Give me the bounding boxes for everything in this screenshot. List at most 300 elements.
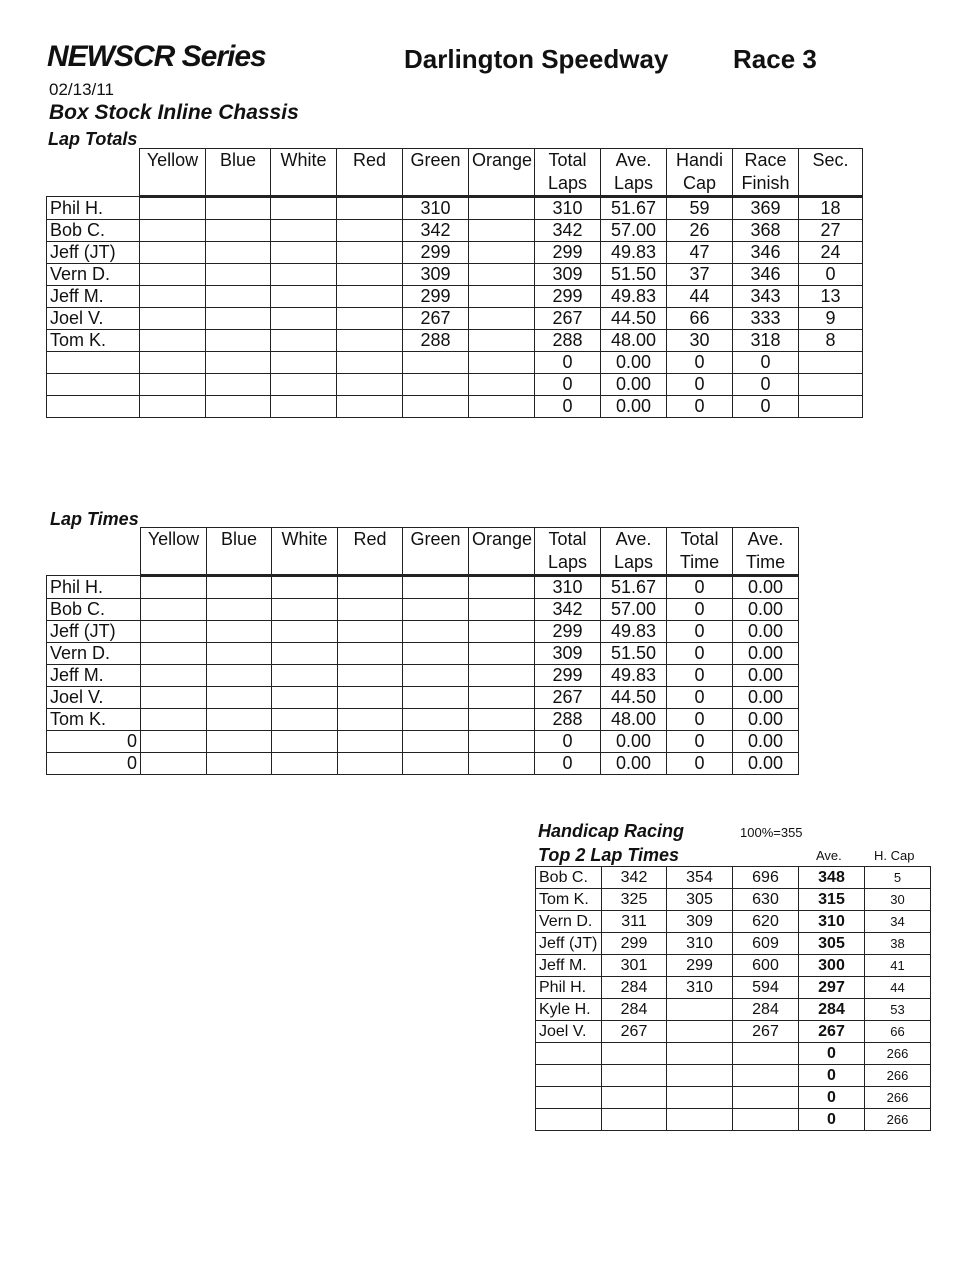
driver-name: Vern D. — [536, 911, 602, 933]
lap-times-table — [46, 527, 799, 775]
table-cell: 49.83 — [601, 242, 667, 264]
table-cell: 0 — [667, 753, 733, 775]
handicap-table — [535, 866, 931, 1131]
handicap-cell: 34 — [865, 911, 931, 933]
column-header: White — [271, 149, 337, 197]
table-cell: 59 — [667, 197, 733, 220]
percent-note: 100%=355 — [740, 825, 803, 840]
column-header: Ave. Time — [733, 528, 799, 576]
table-cell — [337, 374, 403, 396]
table-cell — [469, 753, 535, 775]
table-cell: 51.67 — [601, 197, 667, 220]
table-cell: 0.00 — [601, 753, 667, 775]
table-cell: 49.83 — [601, 621, 667, 643]
table-cell: 299 — [535, 665, 601, 687]
table-cell — [206, 374, 271, 396]
driver-name: Vern D. — [47, 264, 140, 286]
table-cell — [206, 330, 271, 352]
table-row — [536, 867, 931, 889]
table-row — [536, 955, 931, 977]
table-cell — [140, 396, 206, 418]
table-cell: 0 — [667, 643, 733, 665]
table-row — [47, 374, 863, 396]
table-cell: 299 — [535, 286, 601, 308]
driver-name — [536, 1043, 602, 1065]
column-header: Handi Cap — [667, 149, 733, 197]
table-cell — [469, 665, 535, 687]
table-cell: 8 — [799, 330, 863, 352]
table-row — [47, 220, 863, 242]
table-cell: 0 — [667, 599, 733, 621]
driver-name — [47, 396, 140, 418]
table-cell — [337, 264, 403, 286]
table-row — [47, 709, 799, 731]
table-row — [47, 753, 799, 775]
table-cell: 288 — [403, 330, 469, 352]
table-cell: 18 — [799, 197, 863, 220]
handicap-cell: 266 — [865, 1043, 931, 1065]
table-cell: 0 — [667, 687, 733, 709]
table-row — [47, 330, 863, 352]
table-cell — [469, 687, 535, 709]
table-cell — [338, 621, 403, 643]
table-cell — [469, 643, 535, 665]
column-header: Total Laps — [535, 528, 601, 576]
table-cell — [272, 621, 338, 643]
header-row — [47, 528, 799, 576]
column-header: Blue — [206, 149, 271, 197]
table-cell — [206, 308, 271, 330]
table-cell — [799, 352, 863, 374]
table-cell: 0 — [667, 396, 733, 418]
table-cell: 354 — [667, 867, 733, 889]
table-cell — [271, 308, 337, 330]
table-cell: 48.00 — [601, 330, 667, 352]
table-cell: 284 — [733, 999, 799, 1021]
table-row — [47, 621, 799, 643]
driver-name: Tom K. — [536, 889, 602, 911]
table-cell — [271, 396, 337, 418]
table-cell: 44.50 — [601, 687, 667, 709]
table-cell — [207, 753, 272, 775]
table-row — [47, 286, 863, 308]
column-header: Total Laps — [535, 149, 601, 197]
table-cell — [338, 687, 403, 709]
column-header: Sec. — [799, 149, 863, 197]
table-cell — [140, 352, 206, 374]
corner-cell — [47, 149, 140, 197]
table-cell: 0.00 — [733, 576, 799, 599]
handicap-cell: 53 — [865, 999, 931, 1021]
table-cell — [272, 599, 338, 621]
table-cell: 310 — [403, 197, 469, 220]
table-cell: 309 — [403, 264, 469, 286]
table-cell — [799, 374, 863, 396]
table-cell: 301 — [602, 955, 667, 977]
table-cell: 9 — [799, 308, 863, 330]
table-cell — [403, 396, 469, 418]
average-cell: 300 — [799, 955, 865, 977]
table-cell: 609 — [733, 933, 799, 955]
average-cell: 267 — [799, 1021, 865, 1043]
driver-name: Phil H. — [47, 576, 141, 599]
table-cell: 51.50 — [601, 264, 667, 286]
table-cell: 0 — [667, 665, 733, 687]
table-cell: 310 — [535, 576, 601, 599]
table-cell: 346 — [733, 242, 799, 264]
table-cell — [141, 576, 207, 599]
table-cell — [140, 264, 206, 286]
table-cell — [141, 621, 207, 643]
column-header: Ave. Laps — [601, 149, 667, 197]
table-cell — [733, 1109, 799, 1131]
table-cell — [469, 242, 535, 264]
table-cell — [403, 599, 469, 621]
table-cell — [667, 1065, 733, 1087]
column-header: Race Finish — [733, 149, 799, 197]
table-row — [536, 1065, 931, 1087]
table-cell — [338, 599, 403, 621]
table-cell: 299 — [535, 242, 601, 264]
table-cell — [272, 687, 338, 709]
table-row — [47, 687, 799, 709]
driver-name: Jeff (JT) — [47, 242, 140, 264]
table-cell — [271, 352, 337, 374]
table-row — [536, 1043, 931, 1065]
table-cell: 299 — [535, 621, 601, 643]
table-cell: 369 — [733, 197, 799, 220]
table-cell — [469, 330, 535, 352]
driver-name: Kyle H. — [536, 999, 602, 1021]
table-cell: 30 — [667, 330, 733, 352]
table-cell — [338, 709, 403, 731]
table-cell: 66 — [667, 308, 733, 330]
table-cell: 0 — [667, 621, 733, 643]
table-cell: 310 — [535, 197, 601, 220]
table-cell — [337, 308, 403, 330]
table-cell — [141, 599, 207, 621]
table-cell — [667, 1043, 733, 1065]
table-cell — [141, 753, 207, 775]
table-cell: 26 — [667, 220, 733, 242]
table-cell — [403, 731, 469, 753]
table-row — [536, 977, 931, 999]
column-header: Yellow — [140, 149, 206, 197]
average-cell: 305 — [799, 933, 865, 955]
table-cell: 342 — [602, 867, 667, 889]
table-cell — [207, 621, 272, 643]
series-title: NEWSCR Series — [47, 40, 266, 73]
race-date: 02/13/11 — [49, 80, 114, 99]
column-header: Orange — [469, 528, 535, 576]
table-cell: 310 — [667, 977, 733, 999]
driver-name: Bob C. — [536, 867, 602, 889]
table-cell — [602, 1109, 667, 1131]
driver-name: Jeff (JT) — [536, 933, 602, 955]
table-cell: 0.00 — [733, 731, 799, 753]
lap-times-title: Lap Times — [50, 509, 139, 529]
driver-name: Bob C. — [47, 599, 141, 621]
table-cell: 318 — [733, 330, 799, 352]
average-cell: 0 — [799, 1087, 865, 1109]
table-cell: 267 — [403, 308, 469, 330]
table-cell — [141, 665, 207, 687]
driver-name: Joel V. — [47, 308, 140, 330]
table-row — [47, 599, 799, 621]
table-cell — [403, 643, 469, 665]
table-cell — [206, 264, 271, 286]
venue-title: Darlington Speedway — [404, 44, 669, 74]
average-cell: 0 — [799, 1065, 865, 1087]
table-cell: 305 — [667, 889, 733, 911]
table-cell: 0 — [667, 731, 733, 753]
table-cell — [271, 242, 337, 264]
table-cell — [272, 709, 338, 731]
driver-name: Jeff (JT) — [47, 621, 141, 643]
driver-name: Bob C. — [47, 220, 140, 242]
table-cell: 27 — [799, 220, 863, 242]
driver-name: 0 — [47, 753, 141, 775]
table-cell — [207, 731, 272, 753]
table-cell: 44.50 — [601, 308, 667, 330]
driver-name — [47, 374, 140, 396]
table-cell — [469, 374, 535, 396]
table-cell — [338, 643, 403, 665]
lap-totals-table — [46, 148, 863, 418]
table-cell — [206, 396, 271, 418]
table-cell: 342 — [535, 599, 601, 621]
table-cell — [602, 1065, 667, 1087]
table-cell — [338, 576, 403, 599]
column-header: White — [272, 528, 338, 576]
table-row — [47, 242, 863, 264]
table-cell: 342 — [535, 220, 601, 242]
table-cell: 0.00 — [733, 709, 799, 731]
table-cell: 0.00 — [733, 621, 799, 643]
driver-name — [536, 1065, 602, 1087]
handicap-cell: 30 — [865, 889, 931, 911]
table-cell — [469, 352, 535, 374]
table-cell: 0.00 — [601, 396, 667, 418]
table-row — [536, 1109, 931, 1131]
table-cell — [337, 242, 403, 264]
table-row — [536, 1087, 931, 1109]
table-cell — [207, 599, 272, 621]
handicap-cell: 266 — [865, 1065, 931, 1087]
table-cell: 0 — [667, 576, 733, 599]
table-cell — [140, 242, 206, 264]
table-cell: 0.00 — [733, 665, 799, 687]
table-cell — [140, 308, 206, 330]
table-cell: 0.00 — [733, 643, 799, 665]
table-cell: 342 — [403, 220, 469, 242]
table-cell: 620 — [733, 911, 799, 933]
table-cell: 267 — [602, 1021, 667, 1043]
table-cell: 267 — [535, 308, 601, 330]
table-cell — [207, 576, 272, 599]
table-cell — [602, 1087, 667, 1109]
handicap-cell: 5 — [865, 867, 931, 889]
table-cell — [469, 599, 535, 621]
table-row — [536, 999, 931, 1021]
table-cell: 630 — [733, 889, 799, 911]
table-row — [47, 352, 863, 374]
table-cell: 0 — [535, 374, 601, 396]
handicap-cell: 38 — [865, 933, 931, 955]
column-header: Green — [403, 528, 469, 576]
average-cell: 297 — [799, 977, 865, 999]
table-cell — [469, 709, 535, 731]
table-cell: 49.83 — [601, 665, 667, 687]
table-cell — [272, 731, 338, 753]
table-cell: 288 — [535, 330, 601, 352]
driver-name — [536, 1087, 602, 1109]
table-cell: 0.00 — [733, 599, 799, 621]
table-cell — [337, 286, 403, 308]
table-cell — [469, 220, 535, 242]
table-cell: 0 — [535, 396, 601, 418]
table-row — [47, 576, 799, 599]
table-cell: 343 — [733, 286, 799, 308]
table-row — [47, 197, 863, 220]
table-cell — [403, 753, 469, 775]
table-cell — [271, 220, 337, 242]
table-row — [47, 308, 863, 330]
table-row — [536, 911, 931, 933]
table-cell — [272, 753, 338, 775]
table-cell — [337, 330, 403, 352]
driver-name: Vern D. — [47, 643, 141, 665]
average-cell: 0 — [799, 1109, 865, 1131]
table-cell — [403, 576, 469, 599]
table-cell — [469, 197, 535, 220]
handicap-cell: 266 — [865, 1109, 931, 1131]
table-cell: 309 — [667, 911, 733, 933]
table-cell — [140, 286, 206, 308]
table-cell: 0.00 — [601, 374, 667, 396]
driver-name: Tom K. — [47, 330, 140, 352]
table-cell — [733, 1043, 799, 1065]
table-cell: 267 — [535, 687, 601, 709]
table-cell: 284 — [602, 999, 667, 1021]
table-row — [47, 396, 863, 418]
driver-name: Phil H. — [47, 197, 140, 220]
table-cell: 0 — [667, 352, 733, 374]
driver-name: Joel V. — [47, 687, 141, 709]
table-cell: 0 — [667, 374, 733, 396]
column-header: Blue — [207, 528, 272, 576]
table-cell — [337, 352, 403, 374]
table-cell: 0.00 — [601, 731, 667, 753]
table-cell — [206, 220, 271, 242]
table-cell — [140, 197, 206, 220]
handicap-cell: 266 — [865, 1087, 931, 1109]
column-header: Green — [403, 149, 469, 197]
table-cell: 0.00 — [733, 753, 799, 775]
table-cell — [271, 286, 337, 308]
table-cell: 0.00 — [601, 352, 667, 374]
table-cell — [403, 352, 469, 374]
table-cell — [403, 621, 469, 643]
table-cell: 299 — [667, 955, 733, 977]
table-cell: 310 — [667, 933, 733, 955]
table-cell — [141, 687, 207, 709]
table-cell — [667, 1021, 733, 1043]
table-cell: 346 — [733, 264, 799, 286]
table-cell — [602, 1043, 667, 1065]
table-cell: 0.00 — [733, 687, 799, 709]
table-cell: 44 — [667, 286, 733, 308]
table-cell — [207, 709, 272, 731]
table-row — [47, 264, 863, 286]
table-cell: 0 — [535, 753, 601, 775]
column-header: Orange — [469, 149, 535, 197]
table-cell: 13 — [799, 286, 863, 308]
table-cell — [206, 286, 271, 308]
table-cell: 0 — [733, 396, 799, 418]
table-cell — [403, 665, 469, 687]
table-row — [47, 731, 799, 753]
table-cell — [206, 242, 271, 264]
table-cell — [403, 709, 469, 731]
table-cell — [141, 643, 207, 665]
driver-name: Joel V. — [536, 1021, 602, 1043]
hcap-label: H. Cap — [874, 848, 915, 863]
table-cell — [207, 665, 272, 687]
table-cell — [337, 197, 403, 220]
table-cell — [469, 396, 535, 418]
table-row — [536, 933, 931, 955]
driver-name: Jeff M. — [536, 955, 602, 977]
table-cell — [141, 709, 207, 731]
table-cell — [469, 286, 535, 308]
table-cell — [469, 621, 535, 643]
table-cell — [141, 731, 207, 753]
table-cell: 333 — [733, 308, 799, 330]
column-header: Red — [337, 149, 403, 197]
table-cell — [271, 374, 337, 396]
table-cell: 288 — [535, 709, 601, 731]
table-cell: 0 — [733, 352, 799, 374]
header-row — [47, 149, 863, 197]
handicap-cell: 44 — [865, 977, 931, 999]
table-cell: 325 — [602, 889, 667, 911]
driver-name: Jeff M. — [47, 665, 141, 687]
table-cell — [469, 308, 535, 330]
table-cell — [207, 687, 272, 709]
table-cell — [140, 374, 206, 396]
column-header: Ave. Laps — [601, 528, 667, 576]
table-cell — [338, 753, 403, 775]
table-cell — [338, 665, 403, 687]
table-cell — [337, 220, 403, 242]
table-cell: 49.83 — [601, 286, 667, 308]
average-cell: 310 — [799, 911, 865, 933]
table-cell — [733, 1065, 799, 1087]
average-cell: 315 — [799, 889, 865, 911]
table-cell: 51.50 — [601, 643, 667, 665]
average-cell: 284 — [799, 999, 865, 1021]
driver-name — [47, 352, 140, 374]
table-cell — [140, 330, 206, 352]
table-cell — [206, 197, 271, 220]
driver-name: Tom K. — [47, 709, 141, 731]
table-cell — [733, 1087, 799, 1109]
table-cell — [206, 352, 271, 374]
race-title: Race 3 — [733, 44, 817, 74]
table-cell — [403, 687, 469, 709]
table-cell: 594 — [733, 977, 799, 999]
